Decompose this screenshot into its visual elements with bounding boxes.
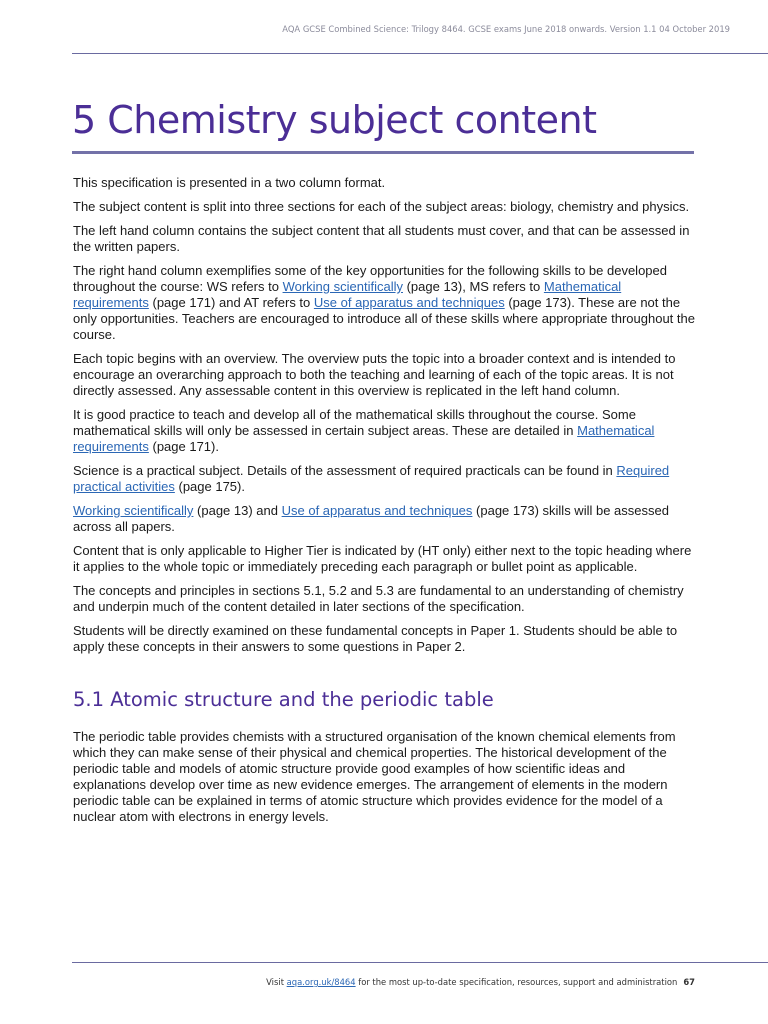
section-heading: 5.1 Atomic structure and the periodic table: [73, 688, 494, 711]
required-practicals-link[interactable]: Required practical activities: [73, 463, 670, 494]
paragraph-practicals: [73, 463, 695, 495]
paragraph-right-column: [73, 263, 695, 343]
running-header: AQA GCSE Combined Science: Trilogy 8464. GCSE exams June 2018 onwards. Version 1.1 04 October 2019: [282, 24, 730, 34]
paragraph-sections: The subject content is split into three sections for each of the subject areas: biology, chemistry and physics.: [73, 199, 690, 214]
page-number: 67: [683, 977, 695, 987]
text-run: (page 13) and: [193, 503, 282, 518]
text-run: It is good practice to teach and develop all of the mathematical skills throughout the course. Some mathematical skills will only be assessed in certain subject areas. These are detailed in: [73, 407, 636, 438]
footer-suffix: for the most up-to-date specification, resources, support and administration: [355, 977, 678, 987]
footer-prefix: Visit: [266, 977, 287, 987]
section-intro-paragraph: The periodic table provides chemists with a structured organisation of the known chemical elements from which they can make sense of their physical and chemical properties. The historical development of the periodic table and models of atomic structure provide good examples of how scientific ideas and explanations develop over time as new evidence emerges. The arrangement of elements in the modern periodic table can be explained in terms of atomic structure which provides evidence for the model of a nuclear atom with electrons in energy levels.: [73, 729, 676, 824]
text-run: Science is a practical subject. Details of the assessment of required practicals can be found in: [73, 463, 617, 478]
paragraph-paper-assessment: Students will be directly examined on these fundamental concepts in Paper 1. Students should be able to apply these concepts in their answers to some questions in Paper 2.: [73, 623, 678, 654]
use-of-apparatus-link[interactable]: Use of apparatus and techniques: [281, 503, 473, 518]
text-run: (page 175).: [174, 479, 245, 494]
paragraph-higher-tier: Content that is only applicable to Higher Tier is indicated by (HT only) either next to the topic heading where it applies to the whole topic or immediately preceding each paragraph or bullet point as applicable.: [73, 543, 692, 574]
text-run: (page 171) and AT refers to: [148, 295, 314, 310]
paragraph-maths-skills: [73, 407, 695, 455]
body-content: [73, 175, 695, 833]
text-run: (page 173) skills will be assessed across all papers.: [73, 503, 669, 534]
paragraph-overview: Each topic begins with an overview. The overview puts the topic into a broader context and is intended to encourage an overarching approach to both the teaching and learning of each of the topic areas. It is not directly assessed. Any assessable content in this overview is replicated in the left hand column.: [73, 351, 676, 398]
paragraph-left-column: The left hand column contains the subject content that all students must cover, and that can be assessed in the written papers.: [73, 223, 690, 254]
title-underline: [72, 151, 694, 154]
use-of-apparatus-link[interactable]: Use of apparatus and techniques: [313, 295, 505, 310]
working-scientifically-link[interactable]: Working scientifically: [282, 279, 403, 294]
text-run: The right hand column exemplifies some of the key opportunities for the following skills to be developed throughout the course: WS refers to: [73, 263, 667, 294]
header-divider: [72, 53, 768, 54]
working-scientifically-link[interactable]: Working scientifically: [73, 503, 194, 518]
aqa-website-link[interactable]: aqa.org.uk/8464: [286, 977, 356, 987]
page-title: 5 Chemistry subject content: [72, 98, 597, 142]
paragraph-format: This specification is presented in a two column format.: [73, 175, 386, 190]
text-run: (page 173). These are not the only opportunities. Teachers are encouraged to introduce all of these skills where appropriate throughout the course.: [73, 295, 695, 342]
page-footer: [266, 977, 695, 987]
paragraph-fundamental-concepts: The concepts and principles in sections 5.1, 5.2 and 5.3 are fundamental to an understanding of chemistry and underpin much of the content detailed in later sections of the specification.: [73, 583, 684, 614]
mathematical-requirements-link[interactable]: Mathematical requirements: [73, 423, 655, 454]
mathematical-requirements-link[interactable]: Mathematical requirements: [73, 279, 622, 310]
footer-divider: [72, 962, 768, 963]
paragraph-skills-assessed: [73, 503, 695, 535]
text-run: (page 171).: [148, 439, 219, 454]
text-run: (page 13), MS refers to: [402, 279, 544, 294]
